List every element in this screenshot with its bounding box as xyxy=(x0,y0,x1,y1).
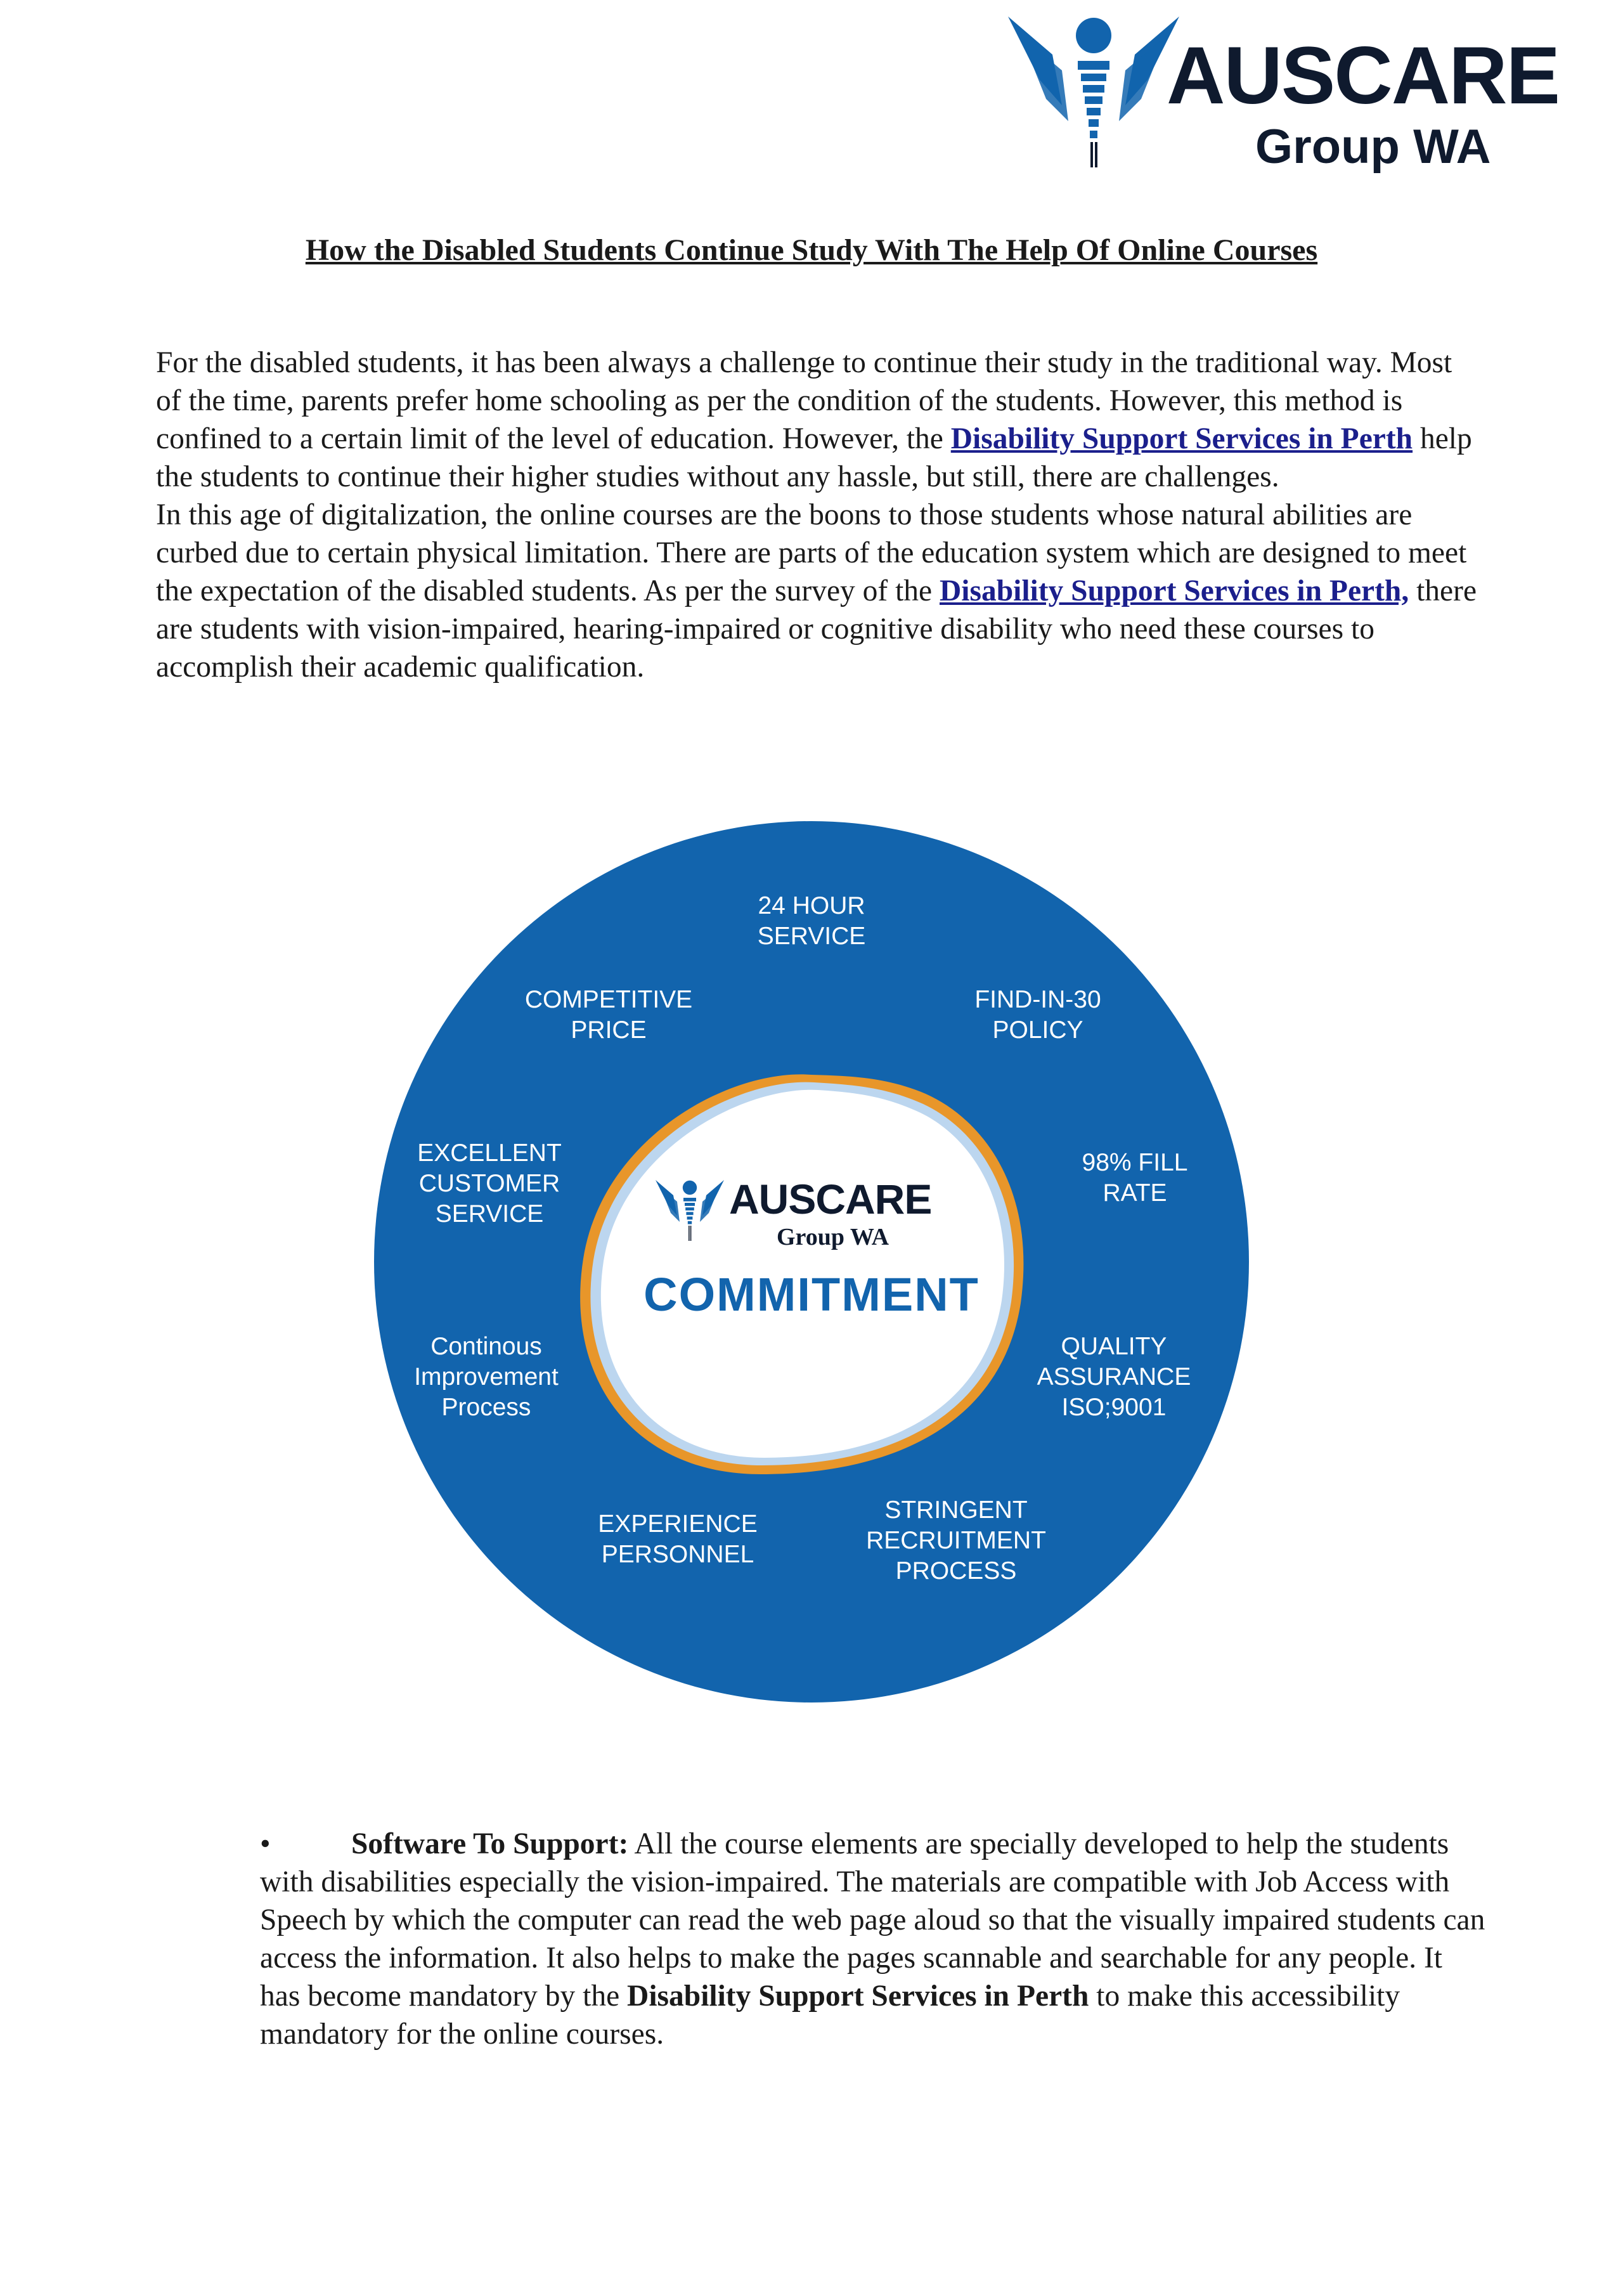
logo-subtitle: Group WA xyxy=(1255,120,1491,174)
disability-support-link-2[interactable]: Disability Support Services in Perth, xyxy=(940,574,1409,607)
label-experience-personnel: EXPERIENCE PERSONNEL xyxy=(598,1510,758,1568)
center-logo-name: AUSCARE xyxy=(729,1176,932,1223)
label-fill-rate: 98% FILL RATE xyxy=(1082,1149,1188,1207)
commitment-diagram xyxy=(374,821,1249,1703)
label-quality-assurance: QUALITY ASSURANCE ISO;9001 xyxy=(1037,1333,1191,1421)
label-excellent-customer-service: EXCELLENT CUSTOMER SERVICE xyxy=(417,1139,562,1228)
intro-p1-text-b: help the students to continue their higher studies without any hassle, but still, there are challenges. xyxy=(156,422,1472,493)
center-caduceus-icon xyxy=(653,1167,729,1262)
bullet-text-b: to make this accessibility mandatory for the online courses. xyxy=(260,1980,1400,2051)
intro-text xyxy=(156,344,1481,686)
center-logo-subtitle: Group WA xyxy=(777,1224,889,1250)
center-logo xyxy=(653,1167,951,1262)
intro-paragraph-1 xyxy=(156,344,1481,496)
label-stringent-recruitment: STRINGENT RECRUITMENT PROCESS xyxy=(866,1496,1046,1585)
bullet-heading: Software To Support: xyxy=(351,1827,629,1860)
inner-blob xyxy=(374,821,1249,1703)
logo-name: AUSCARE xyxy=(1167,30,1559,121)
caduceus-logo-icon xyxy=(1002,10,1192,194)
intro-p1-text-a: For the disabled students, it has been always a challenge to continue their study in the traditional way. Most of the time, parents prefer home schooling as per the condition of the students. However, this method is confined to a certain limit of the level of education. However, the xyxy=(156,346,1452,455)
bullet-marker: • xyxy=(260,1827,271,1860)
bullet-item-software xyxy=(260,1825,1490,2053)
commitment-title: COMMITMENT xyxy=(643,1268,980,1321)
bullet-bold-term: Disability Support Services in Perth xyxy=(627,1980,1089,2013)
document-title: How the Disabled Students Continue Study With The Help Of Online Courses xyxy=(305,233,1318,267)
auscare-logo xyxy=(989,10,1560,194)
label-competitive-price: COMPETITIVE PRICE xyxy=(524,986,693,1044)
label-24-hour-service: 24 HOUR SERVICE xyxy=(757,892,866,950)
intro-p2-text-b: there are students with vision-impaired, hearing-impaired or cognitive disability who need these courses to accomplish their academic qualification. xyxy=(156,574,1477,684)
label-find-in-30-policy: FIND-IN-30 POLICY xyxy=(974,986,1101,1044)
label-continous-improvement: Continous Improvement Process xyxy=(414,1333,559,1421)
bullet-paragraph xyxy=(260,1825,1490,2053)
bullet-text-a: All the course elements are specially developed to help the students with disabilities especially the vision-impaired. The materials are compatible with Job Access with Speech by which the computer can read the web page aloud so that the visually impaired students can access the information. It also helps to make the pages scannable and searchable for any people. It has become mandatory by the xyxy=(260,1827,1485,2013)
disability-support-link-1[interactable]: Disability Support Services in Perth xyxy=(950,422,1413,455)
intro-p2-text-a: In this age of digitalization, the online courses are the boons to those students whose natural abilities are curbed due to certain physical limitation. There are parts of the education system which are designed to meet the expectation of the disabled students. As per the survey of the xyxy=(156,498,1467,607)
intro-paragraph-2 xyxy=(156,496,1481,686)
